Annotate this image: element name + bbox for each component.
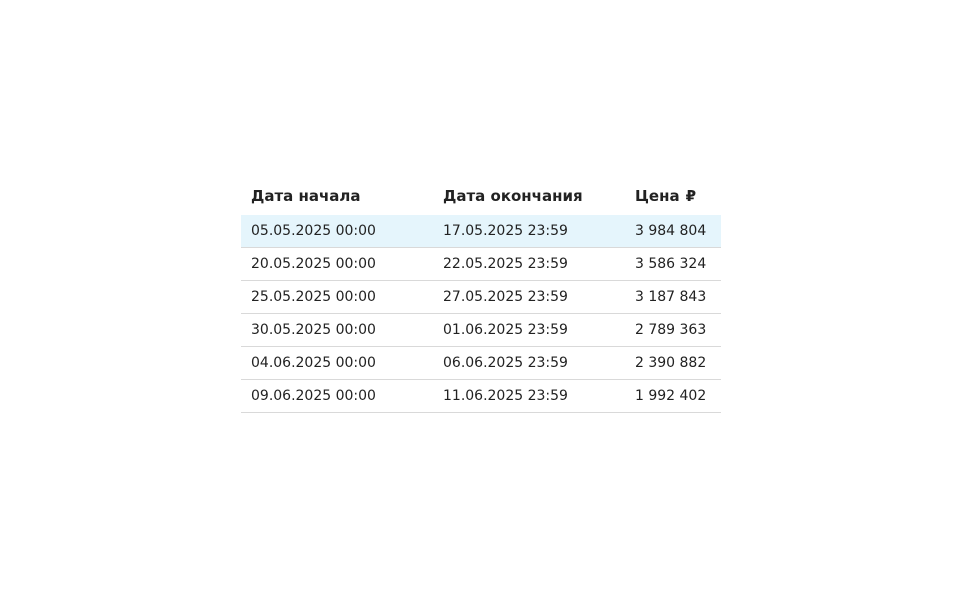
start-date-cell: 25.05.2025 00:00 <box>251 289 376 305</box>
table-row[interactable] <box>241 347 721 380</box>
column-header-end-date: Дата окончания <box>443 186 583 205</box>
price-schedule-table <box>241 176 721 413</box>
start-date-cell: 04.06.2025 00:00 <box>251 355 376 371</box>
start-date-cell: 30.05.2025 00:00 <box>251 322 376 338</box>
price-cell: 3 984 804 <box>635 223 707 239</box>
start-date-cell: 05.05.2025 00:00 <box>251 223 376 239</box>
end-date-cell: 27.05.2025 23:59 <box>443 289 568 305</box>
start-date-cell: 20.05.2025 00:00 <box>251 256 376 272</box>
end-date-cell: 01.06.2025 23:59 <box>443 322 568 338</box>
ruble-currency-sign: ₽ <box>685 186 697 205</box>
table-header <box>241 176 721 215</box>
table-row[interactable] <box>241 281 721 314</box>
end-date-cell: 11.06.2025 23:59 <box>443 388 568 404</box>
price-cell: 1 992 402 <box>635 388 707 404</box>
price-cell: 3 586 324 <box>635 256 707 272</box>
table-row[interactable] <box>241 314 721 347</box>
price-cell: 2 390 882 <box>635 355 707 371</box>
column-header-price-label: Цена <box>635 186 680 205</box>
table-row[interactable] <box>241 248 721 281</box>
table-row[interactable] <box>241 380 721 413</box>
end-date-cell: 22.05.2025 23:59 <box>443 256 568 272</box>
price-cell: 2 789 363 <box>635 322 707 338</box>
price-cell: 3 187 843 <box>635 289 707 305</box>
end-date-cell: 17.05.2025 23:59 <box>443 223 568 239</box>
end-date-cell: 06.06.2025 23:59 <box>443 355 568 371</box>
start-date-cell: 09.06.2025 00:00 <box>251 388 376 404</box>
column-header-price <box>625 187 721 205</box>
table-row[interactable] <box>241 215 721 248</box>
column-header-start-date: Дата начала <box>251 186 361 205</box>
